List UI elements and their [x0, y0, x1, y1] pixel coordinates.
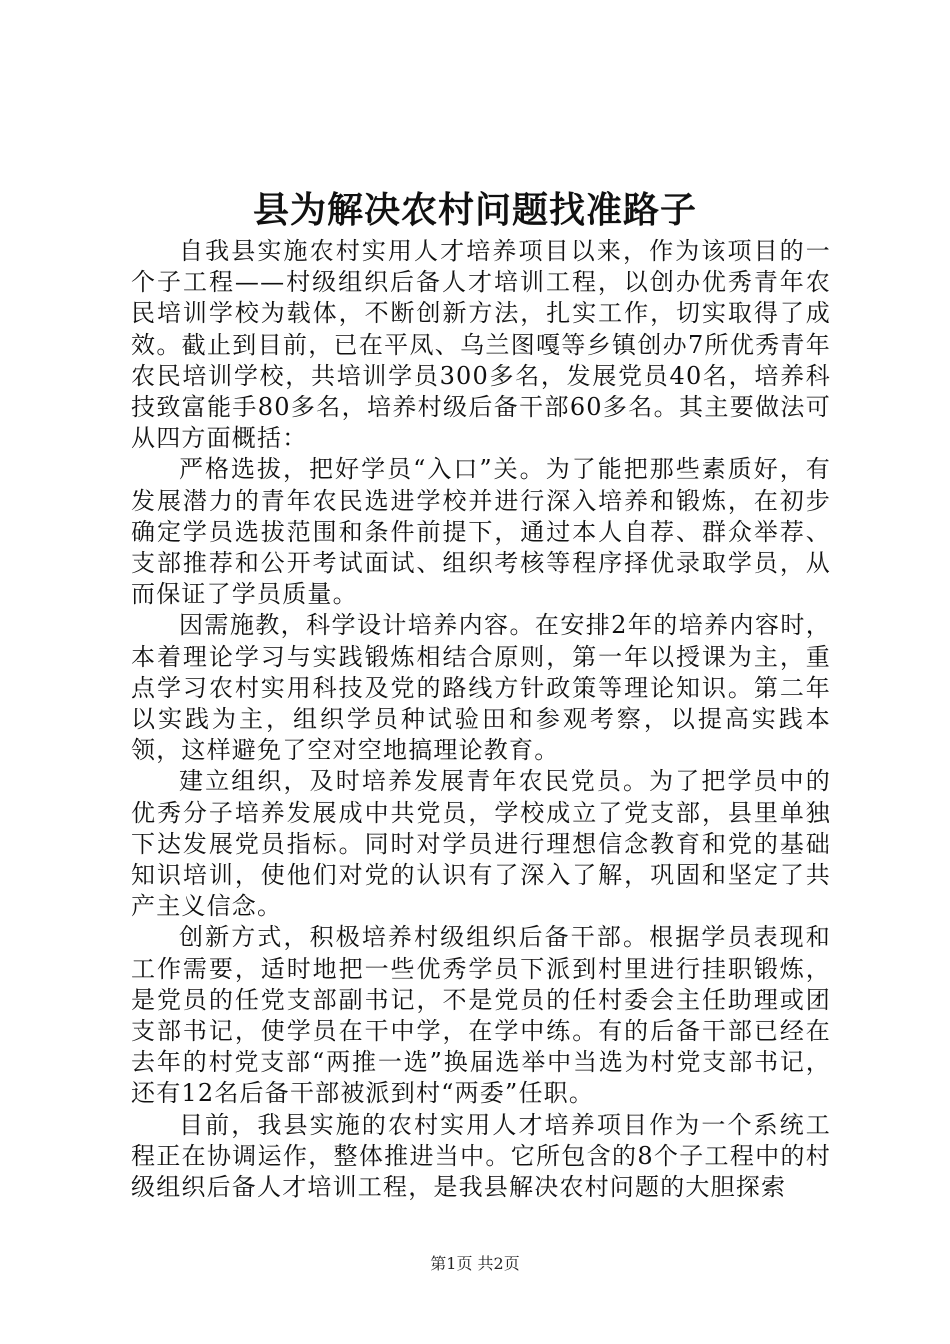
- document-title: 县为解决农村问题找准路子: [252, 189, 697, 231]
- paragraph-teaching: 因需施教，科学设计培养内容。在安排2年的培养内容时，本着理论学习与实践锻炼相结合原则，第一年以授课为主，重点学习农村实用科技及党的路线方针政策等理论知识。第二年以实践为主，组织学员种试验田和参观考察，以提高实践本领，这样避免了空对空地搞理论教育。: [131, 611, 831, 765]
- paragraph-current: 目前，我县实施的农村实用人才培养项目作为一个系统工程正在协调运作，整体推进当中。它所包含的8个子工程中的村级组织后备人才培训工程，是我县解决农村问题的大胆探索: [131, 1110, 831, 1202]
- document-body: [131, 236, 831, 1203]
- page-footer: 第1页 共2页: [430, 1254, 520, 1273]
- paragraph-intro: 自我县实施农村实用人才培养项目以来，作为该项目的一个子工程——村级组织后备人才培训工程，以创办优秀青年农民培训学校为载体，不断创新方法，扎实工作，切实取得了成效。截止到目前，已在平凤、乌兰图嘎等乡镇创办7所优秀青年农民培训学校，共培训学员300多名，发展党员40名，培养科技致富能手80多名，培养村级后备干部60多名。其主要做法可从四方面概括：: [131, 237, 831, 453]
- paragraph-selection: 严格选拔，把好学员“入口”关。为了能把那些素质好，有发展潜力的青年农民选进学校并进行深入培养和锻炼，在初步确定学员选拔范围和条件前提下，通过本人自荐、群众举荐、支部推荐和公开考试面试、组织考核等程序择优录取学员，从而保证了学员质量。: [131, 455, 831, 609]
- paragraph-innovation: 创新方式，积极培养村级组织后备干部。根据学员表现和工作需要，适时地把一些优秀学员下派到村里进行挂职锻炼，是党员的任党支部副书记，不是党员的任村委会主任助理或团支部书记，使学员在干中学，在学中练。有的后备干部已经在去年的村党支部“两推一选”换届选举中当选为村党支部书记，还有12名后备干部被派到村“两委”任职。: [131, 923, 831, 1108]
- paragraph-organization: 建立组织，及时培养发展青年农民党员。为了把学员中的优秀分子培养发展成中共党员，学校成立了党支部，县里单独下达发展党员指标。同时对学员进行理想信念教育和党的基础知识培训，使他们对党的认识有了深入了解，巩固和坚定了共产主义信念。: [131, 767, 831, 921]
